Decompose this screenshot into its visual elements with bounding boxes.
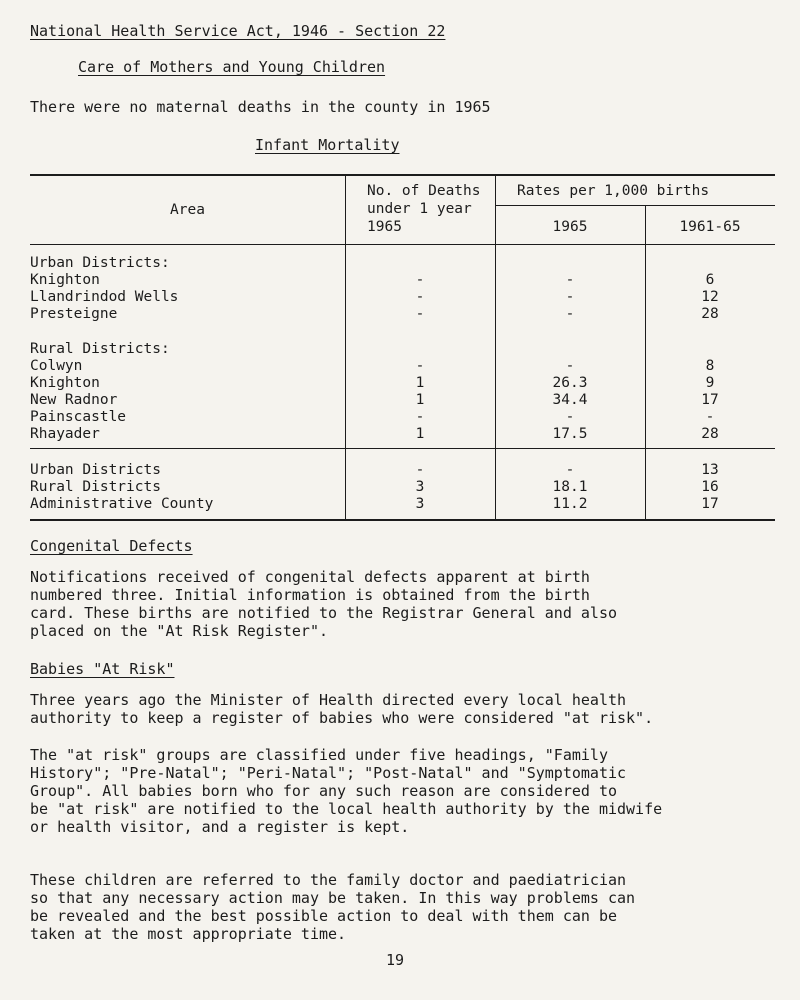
at-risk-paragraph-2: The "at risk" groups are classified under five headings, "Family History"; "Pre-Natal"; "Peri-Natal"; "Post-Natal" and "Symptomatic Group". All babies born who for any such reason are considered to be "at risk" are notified to the local health authority by the midwife or health visitor, and a register is kept. xyxy=(30,746,663,836)
table-row-area: Presteigne xyxy=(30,306,118,322)
table-row-area: New Radnor xyxy=(30,392,118,408)
table-row-deaths: 1 xyxy=(415,392,425,408)
section-subtitle: Care of Mothers and Young Children xyxy=(78,58,386,76)
table-row-rate-1965: - xyxy=(565,272,575,288)
table-row-rate-range: 17 xyxy=(701,496,719,512)
table-row-rate-1965: - xyxy=(565,409,575,425)
infant-mortality-title: Infant Mortality xyxy=(255,136,400,154)
table-row-rate-range: - xyxy=(705,409,715,425)
header-rates: Rates per 1,000 births xyxy=(517,183,710,199)
table-row-rate-range: 13 xyxy=(701,462,719,478)
congenital-defects-body: Notifications received of congenital defects apparent at birth numbered three. Initial information is obtained from the birth card. These births are notified to the Registrar General and also placed on the "At Risk Register". xyxy=(30,568,617,640)
table-row-deaths: - xyxy=(415,306,425,322)
table-row-rate-1965: 34.4 xyxy=(552,392,588,408)
act-title: National Health Service Act, 1946 - Section 22 xyxy=(30,22,446,40)
table-row-rate-1965: - xyxy=(565,289,575,305)
header-rate-range: 1961-65 xyxy=(679,219,741,235)
table-row-rate-range: 12 xyxy=(701,289,719,305)
table-row-rate-1965: - xyxy=(565,306,575,322)
table-row-deaths: 3 xyxy=(415,479,425,495)
table-row-deaths: - xyxy=(415,462,425,478)
table-row-rate-1965: 26.3 xyxy=(552,375,588,391)
table-row-area: Colwyn xyxy=(30,358,83,374)
table-row-area: Painscastle xyxy=(30,409,127,425)
table-bottom-rule xyxy=(30,519,775,521)
table-row-rate-1965: - xyxy=(565,462,575,478)
table-row-rate-1965: 11.2 xyxy=(552,496,588,512)
maternal-deaths-statement: There were no maternal deaths in the county in 1965 xyxy=(30,98,491,116)
at-risk-paragraph-3: These children are referred to the family doctor and paediatrician so that any necessary action may be taken. In this way problems can be revealed and the best possible action to deal with them can be taken at the most appropriate time. xyxy=(30,871,636,943)
table-row-rate-range: 8 xyxy=(705,358,715,374)
table-row-rate-1965: - xyxy=(565,358,575,374)
rural-districts-heading: Rural Districts: xyxy=(30,341,170,357)
table-row-rate-1965: 18.1 xyxy=(552,479,588,495)
table-row-deaths: - xyxy=(415,272,425,288)
table-row-deaths: 1 xyxy=(415,375,425,391)
table-row-deaths: - xyxy=(415,289,425,305)
table-row-rate-range: 28 xyxy=(701,426,719,442)
header-deaths: No. of Deaths under 1 year 1965 xyxy=(367,183,481,235)
table-row-rate-range: 28 xyxy=(701,306,719,322)
table-row-rate-1965: 17.5 xyxy=(552,426,588,442)
table-row-area: Knighton xyxy=(30,375,100,391)
urban-districts-heading: Urban Districts: xyxy=(30,255,170,271)
table-top-rule xyxy=(30,174,775,176)
table-row-area: Knighton xyxy=(30,272,100,288)
table-row-area: Llandrindod Wells xyxy=(30,289,179,305)
page-number: 19 xyxy=(386,951,405,969)
table-row-area: Urban Districts xyxy=(30,462,161,478)
at-risk-paragraph-1: Three years ago the Minister of Health directed every local health authority to keep a register of babies who were considered "at risk". xyxy=(30,691,654,727)
table-row-rate-range: 17 xyxy=(701,392,719,408)
header-area: Area xyxy=(170,202,205,218)
table-row-rate-range: 9 xyxy=(705,375,715,391)
table-row-area: Administrative County xyxy=(30,496,214,512)
totals-rule xyxy=(30,448,775,449)
table-row-deaths: - xyxy=(415,409,425,425)
congenital-defects-title: Congenital Defects xyxy=(30,537,193,555)
table-row-rate-range: 6 xyxy=(705,272,715,288)
table-row-deaths: - xyxy=(415,358,425,374)
table-row-area: Rural Districts xyxy=(30,479,161,495)
rates-header-rule xyxy=(495,205,775,206)
table-row-rate-range: 16 xyxy=(701,479,719,495)
at-risk-title: Babies "At Risk" xyxy=(30,660,175,678)
header-bottom-rule xyxy=(30,244,775,245)
table-row-deaths: 3 xyxy=(415,496,425,512)
table-row-area: Rhayader xyxy=(30,426,100,442)
table-row-deaths: 1 xyxy=(415,426,425,442)
header-rate-1965: 1965 xyxy=(552,219,588,235)
